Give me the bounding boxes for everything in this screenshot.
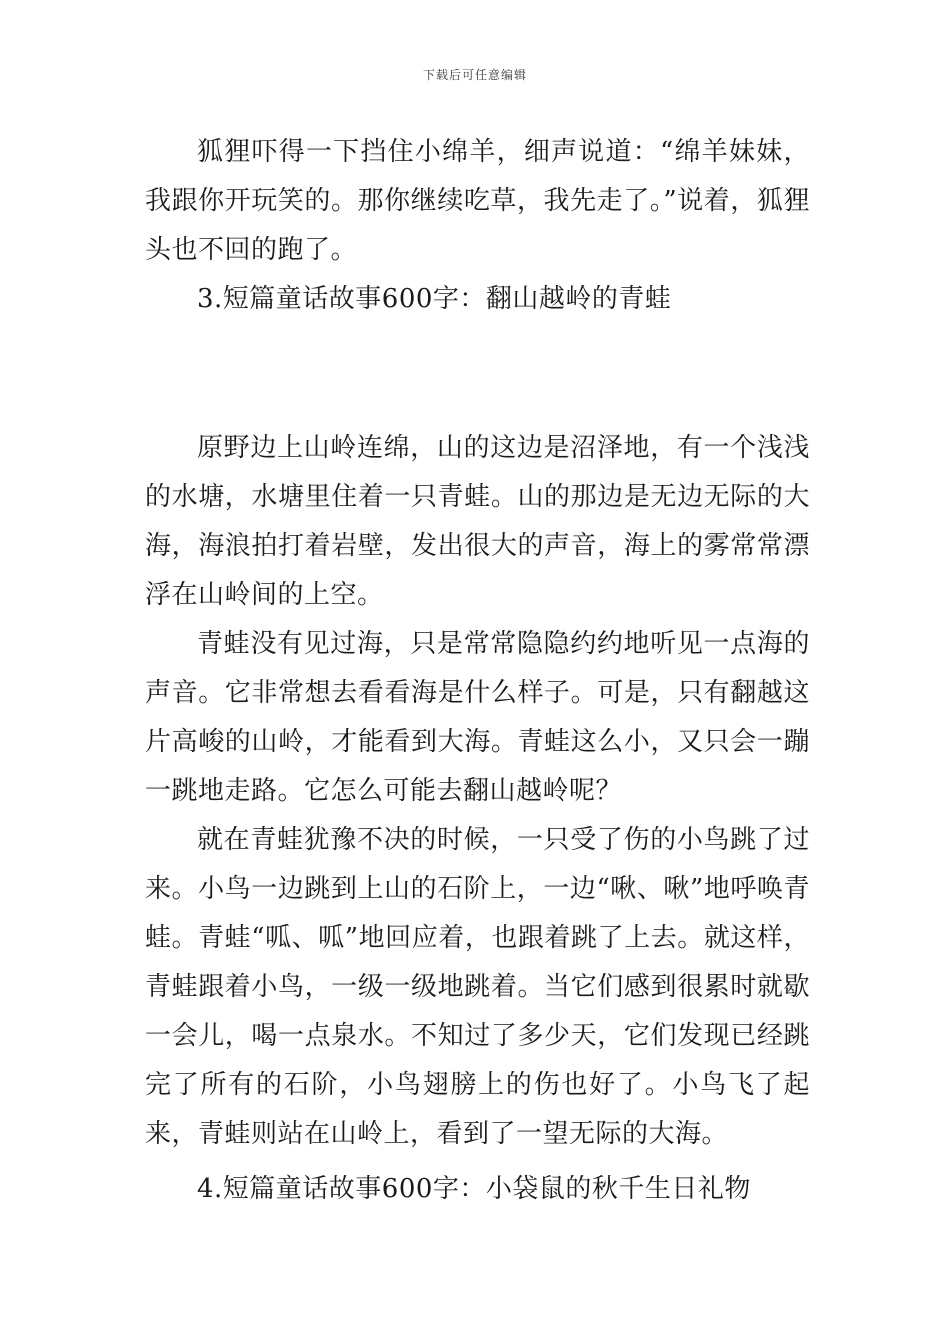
paragraph-frog-wish: 青蛙没有见过海，只是常常隐隐约约地听见一点海的声音。它非常想去看看海是什么样子。可是，只有翻越这片高峻的山岭，才能看到大海。青蛙这么小，又只会一蹦一跳地走路。它怎么可能去翻山越岭呢？ — [145, 629, 810, 806]
document-body — [145, 128, 810, 1214]
section-heading-4: 4.短篇童话故事600字：小袋鼠的秋千生日礼物 — [197, 1174, 751, 1204]
paragraph-frog-journey: 就在青蛙犹豫不决的时候，一只受了伤的小鸟跳了过来。小鸟一边跳到上山的石阶上，一边“啾、啾”地呼唤青蛙。青蛙“呱、呱”地回应着，也跟着跳了上去。就这样，青蛙跟着小鸟，一级一级地跳着。当它们感到很累时就歇一会儿，喝一点泉水。不知过了多少天，它们发现已经跳完了所有的石阶，小鸟翅膀上的伤也好了。小鸟飞了起来，青蛙则站在山岭上，看到了一望无际的大海。 — [145, 825, 810, 1149]
header-note: 下载后可任意编辑 — [422, 68, 527, 82]
paragraph-fox-ending: 狐狸吓得一下挡住小绵羊，细声说道：“绵羊妹妹，我跟你开玩笑的。那你继续吃草，我先走了。”说着，狐狸头也不回的跑了。 — [145, 137, 810, 265]
section-heading-3: 3.短篇童话故事600字：翻山越岭的青蛙 — [197, 284, 672, 314]
paragraph-frog-intro: 原野边上山岭连绵，山的这边是沼泽地，有一个浅浅的水塘，水塘里住着一只青蛙。山的那边是无边无际的大海，海浪拍打着岩壁，发出很大的声音，海上的雾常常漂浮在山岭间的上空。 — [145, 433, 810, 610]
blank-space — [145, 324, 810, 424]
